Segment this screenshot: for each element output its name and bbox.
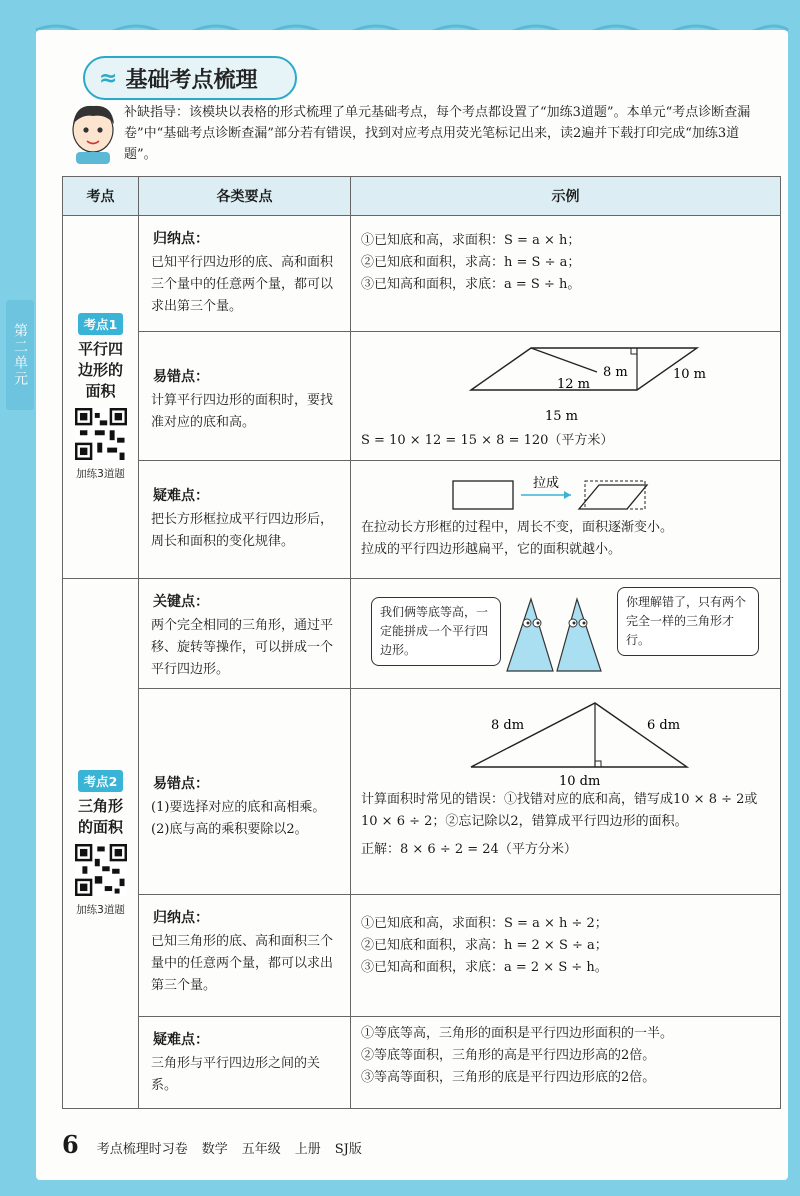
example-line: 在拉动长方形框的过程中，周长不变，面积逐渐变小。 bbox=[361, 520, 674, 535]
point-title: 关键点： bbox=[153, 594, 209, 610]
parallelogram-figure bbox=[441, 338, 741, 430]
point-cell bbox=[139, 689, 351, 895]
header-examples: 示例 bbox=[351, 177, 781, 216]
label-6dm: 6 dm bbox=[647, 718, 681, 733]
table-row bbox=[63, 332, 781, 461]
pull-label: 拉成 bbox=[533, 476, 560, 491]
kaodian-name: 三角形的面积 bbox=[77, 797, 123, 836]
example-line: 正解：8 × 6 ÷ 2 = 24（平方分米） bbox=[361, 842, 577, 857]
kid-avatar-icon bbox=[62, 96, 124, 164]
triangle-figure bbox=[451, 695, 711, 787]
table-row bbox=[63, 1017, 781, 1109]
point-body: 已知平行四边形的底、高和面积三个量中的任意两个量，都可以求出第三个量。 bbox=[151, 255, 334, 314]
table-row bbox=[63, 895, 781, 1017]
point-body: (1)要选择对应的底和高相乘。 (2)底与高的乘积要除以2。 bbox=[151, 800, 326, 837]
example-line: ②已知底和面积，求高：h = 2 × S ÷ a； bbox=[361, 938, 608, 953]
table-row bbox=[63, 216, 781, 332]
example-line: ③等高等面积，三角形的底是平行四边形底的2倍。 bbox=[361, 1070, 656, 1085]
point-title: 易错点： bbox=[153, 776, 209, 792]
table-row bbox=[63, 579, 781, 689]
qr-code-icon[interactable] bbox=[75, 408, 127, 460]
point-title: 归纳点： bbox=[153, 231, 209, 247]
unit-tab: 第二单元 bbox=[6, 300, 34, 410]
section-title: 基础考点梳理 bbox=[125, 67, 258, 93]
example-line: S = 10 × 12 = 15 × 8 = 120（平方米） bbox=[361, 433, 614, 448]
kaodian-2-cell bbox=[63, 579, 139, 1109]
point-body: 三角形与平行四边形之间的关系。 bbox=[151, 1056, 321, 1093]
point-cell bbox=[139, 579, 351, 689]
triangle-characters-icon bbox=[501, 589, 621, 679]
qr-label: 加练3道题 bbox=[76, 468, 125, 480]
point-body: 已知三角形的底、高和面积三个量中的任意两个量，都可以求出第三个量。 bbox=[151, 934, 334, 993]
example-cell bbox=[351, 216, 781, 332]
kaodian-badge: 考点1 bbox=[78, 313, 124, 335]
label-12m: 12 m bbox=[557, 377, 591, 392]
example-cell bbox=[351, 1017, 781, 1109]
point-title: 易错点： bbox=[153, 369, 209, 385]
speech-bubble-right: 你理解错了，只有两个完全一样的三角形才行。 bbox=[617, 587, 759, 656]
point-cell bbox=[139, 1017, 351, 1109]
point-body: 计算平行四边形的面积时，要找准对应的底和高。 bbox=[151, 393, 334, 430]
subject: 数学 bbox=[201, 1142, 228, 1157]
page-number: 6 bbox=[62, 1130, 79, 1159]
example-line: ③已知高和面积，求底：a = S ÷ h。 bbox=[361, 277, 581, 292]
point-cell bbox=[139, 332, 351, 461]
label-8dm: 8 dm bbox=[491, 718, 525, 733]
point-body: 两个完全相同的三角形，通过平移、旋转等操作，可以拼成一个平行四边形。 bbox=[151, 618, 334, 677]
label-10dm: 10 dm bbox=[559, 774, 601, 787]
example-line: ②已知底和面积，求高：h = S ÷ a； bbox=[361, 255, 581, 270]
kaodian-name: 平行四边形的面积 bbox=[77, 340, 123, 400]
term: 上册 bbox=[294, 1142, 321, 1157]
table-row bbox=[63, 689, 781, 895]
header-points: 各类要点 bbox=[139, 177, 351, 216]
speech-bubble-left: 我们俩等底等高，一定能拼成一个平行四边形。 bbox=[371, 597, 501, 666]
edition: SJ版 bbox=[334, 1142, 362, 1157]
point-cell bbox=[139, 461, 351, 579]
example-cell bbox=[351, 895, 781, 1017]
book-title: 考点梳理时习卷 bbox=[96, 1142, 188, 1157]
point-cell bbox=[139, 216, 351, 332]
qr-code-icon[interactable] bbox=[75, 844, 127, 896]
grade: 五年级 bbox=[241, 1142, 281, 1157]
example-cell bbox=[351, 579, 781, 689]
label-15m: 15 m bbox=[545, 409, 579, 424]
point-body: 把长方形框拉成平行四边形后，周长和面积的变化规律。 bbox=[151, 512, 334, 549]
example-line: ③已知高和面积，求底：a = 2 × S ÷ h。 bbox=[361, 960, 608, 975]
waves-icon: ≈ bbox=[99, 65, 118, 91]
point-cell bbox=[139, 895, 351, 1017]
rectangle-pull-figure bbox=[451, 471, 751, 513]
label-8m: 8 m bbox=[603, 365, 628, 380]
section-banner bbox=[83, 56, 297, 100]
page-footer bbox=[62, 1130, 376, 1159]
qr-label: 加练3道题 bbox=[76, 904, 125, 916]
guide-text: 补缺指导：该模块以表格的形式梳理了单元基础考点，每个考点都设置了“加练3道题”。本单元“考点诊断查漏卷”中“基础考点诊断查漏”部分若有错误，找到对应考点用荧光笔标记出来，读2遍并下载打印完成“加练3道题”。 bbox=[124, 105, 751, 162]
header-kaodian: 考点 bbox=[63, 177, 139, 216]
example-cell bbox=[351, 332, 781, 461]
point-title: 归纳点： bbox=[153, 910, 209, 926]
example-line: 计算面积时常见的错误：①找错对应的底和高，错写成10 × 8 ÷ 2或10 × 6 ÷ 2；②忘记除以2，错算成平行四边形的面积。 bbox=[361, 792, 758, 829]
kaodian-1-cell bbox=[63, 216, 139, 579]
table-header-row bbox=[63, 177, 781, 216]
example-line: ②等底等面积，三角形的高是平行四边形高的2倍。 bbox=[361, 1048, 656, 1063]
example-cell bbox=[351, 689, 781, 895]
summary-table bbox=[62, 176, 781, 1109]
table-row bbox=[63, 461, 781, 579]
label-10m: 10 m bbox=[673, 367, 707, 382]
example-line: 拉成的平行四边形越扁平，它的面积就越小。 bbox=[361, 542, 622, 557]
point-title: 疑难点： bbox=[153, 1032, 209, 1048]
example-line: ①已知底和高，求面积：S = a × h； bbox=[361, 233, 581, 248]
example-line: ①已知底和高，求面积：S = a × h ÷ 2； bbox=[361, 916, 608, 931]
point-title: 疑难点： bbox=[153, 488, 209, 504]
example-cell bbox=[351, 461, 781, 579]
example-line: ①等底等高，三角形的面积是平行四边形面积的一半。 bbox=[361, 1026, 674, 1041]
kaodian-badge: 考点2 bbox=[78, 770, 124, 792]
